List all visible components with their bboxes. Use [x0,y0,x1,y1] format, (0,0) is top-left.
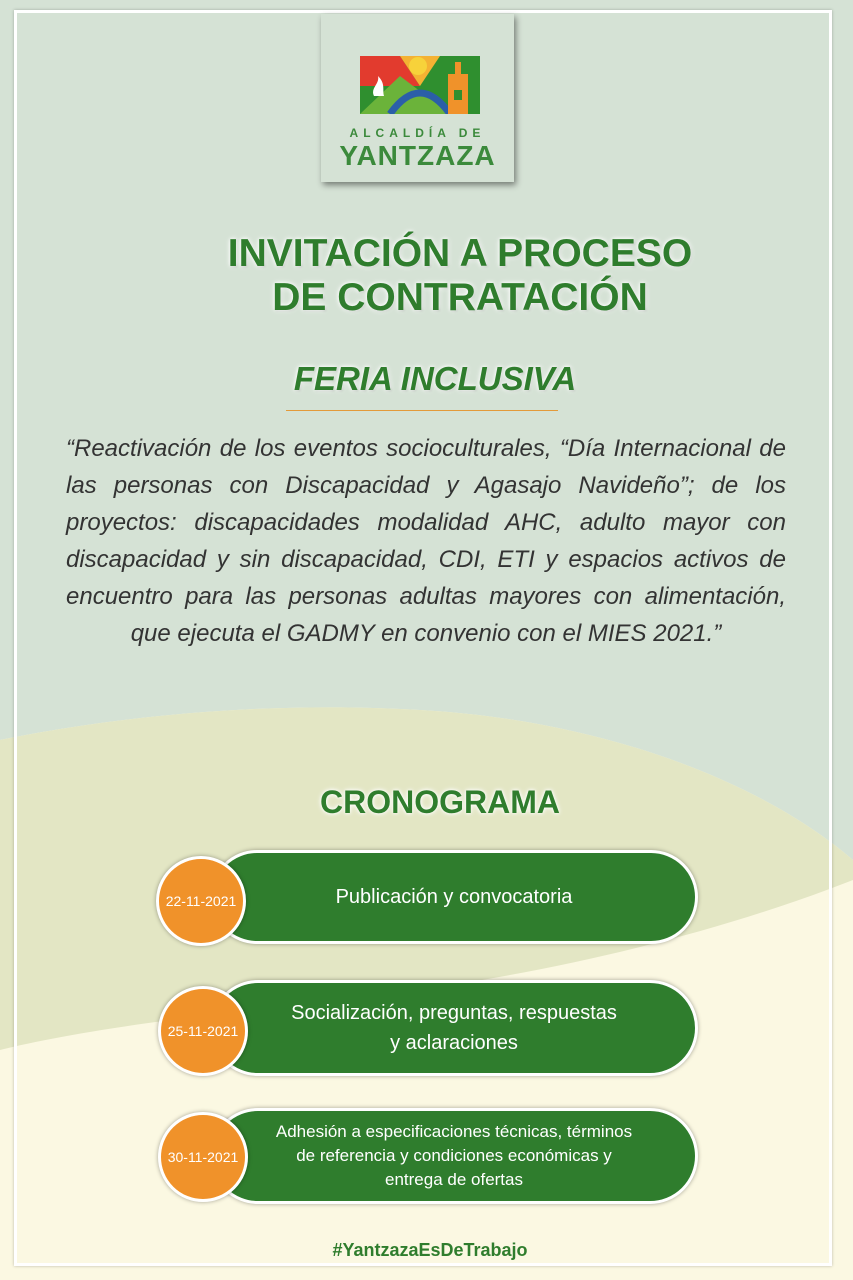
schedule-item-1-line-1: Publicación y convocatoria [335,885,573,908]
divider [286,410,558,411]
hashtag: #YantzazaEsDeTrabajo [332,1240,528,1260]
schedule-item-3-description [210,1108,698,1204]
schedule-item-2-description [210,980,698,1076]
title-line-1: INVITACIÓN A PROCESO [227,232,693,275]
subtitle: FERIA INCLUSIVA [293,360,577,397]
schedule-item-1-description [210,850,698,944]
description-text: “Reactivación de los eventos socioculturales, “Día Internacional de las personas con Discapacidad y Agasajo Navideño”; de los proyectos: discapacidades modalidad AHC, adulto mayor con discapacidad y sin discapacidad, CDI, ETI y espacios activos de encuentro para las personas adultas mayores con alimentación, que ejecuta el GADMY en convenio con el MIES 2021.” [66,435,786,647]
schedule-item-2-line-2: y aclaraciones [390,1032,518,1054]
schedule-item-3-line-1: Adhesión a especificaciones técnicas, términos [275,1122,633,1141]
schedule-item-3-line-3: entrega de ofertas [385,1170,523,1189]
schedule-item-2-date: 25-11-2021 [158,986,248,1076]
schedule-item-2-line-1: Socialización, preguntas, respuestas [291,1002,617,1024]
schedule-item-3-line-2: de referencia y condiciones económicas y [296,1146,612,1165]
schedule-item-3-date: 30-11-2021 [158,1112,248,1202]
yantzaza-emblem-icon [360,56,480,114]
logo-top-text: ALCALDÍA DE [349,126,486,140]
title-line-2: DE CONTRATACIÓN [272,276,648,319]
cronograma-heading: CRONOGRAMA [320,784,560,820]
schedule-item-1-date: 22-11-2021 [156,856,246,946]
logo-main-text: YANTZAZA [339,140,496,171]
